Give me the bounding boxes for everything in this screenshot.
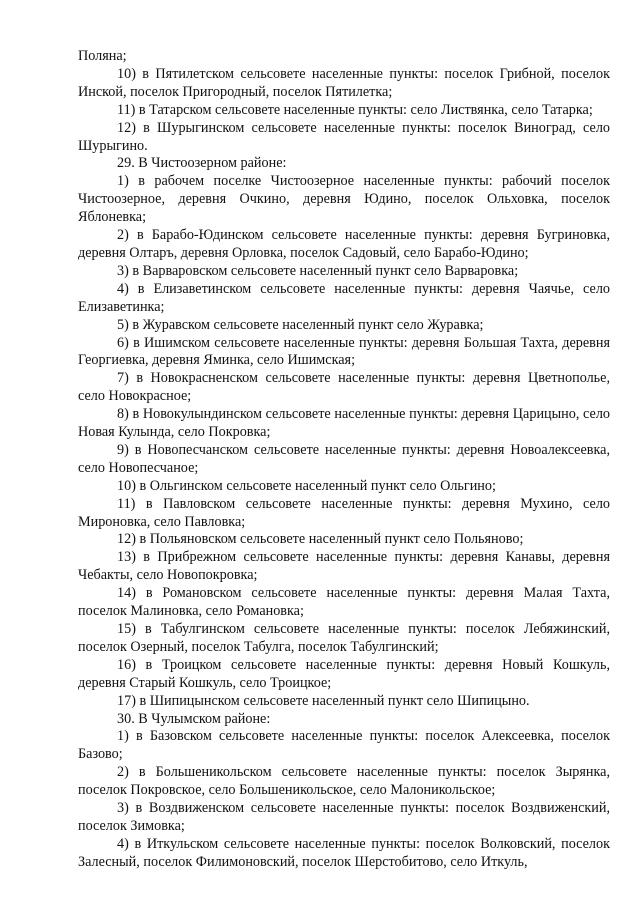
document-paragraph: 15) в Табулгинском сельсовете населенные пункты: поселок Лебяжинский, поселок Озерный, поселок Табулга, поселок Табулгинский; [78,621,610,655]
document-paragraph: 8) в Новокулындинском сельсовете населенные пункты: деревня Царицыно, село Новая Кулында, село Покровка; [78,406,610,441]
document-paragraph: 1) в рабочем поселке Чистоозерное населенные пункты: рабочий поселок Чистоозерное, деревня Очкино, деревня Юдино, поселок Ольховка, поселок Яблоневка; [78,173,610,226]
document-paragraph: 14) в Романовском сельсовете населенные пункты: деревня Малая Тахта, поселок Малиновка, село Романовка; [78,585,610,620]
document-paragraph: 5) в Журавском сельсовете населенный пункт село Журавка; [117,316,484,333]
document-paragraph: Поляна; [78,48,127,64]
document-page [78,48,610,872]
document-paragraph: 4) в Иткульском сельсовете населенные пункты: поселок Волковский, поселок Залесный, поселок Филимоновский, поселок Шерстобитово, село Иткуль, [78,835,610,870]
document-paragraph: 16) в Троицком сельсовете населенные пункты: деревня Новый Кошкуль, деревня Старый Кошкуль, село Троицкое; [78,656,610,691]
document-paragraph: 10) в Пятилетском сельсовете населенные пункты: поселок Грибной, поселок Инской, поселок Пригородный, поселок Пятилетка; [78,65,610,100]
document-paragraph: 11) в Татарском сельсовете населенные пункты: село Листвянка, село Татарка; [117,101,593,118]
document-paragraph: 11) в Павловском сельсовете населенные пункты: деревня Мухино, село Мироновка, село Павловка; [78,495,610,530]
document-paragraph: 2) в Барабо-Юдинском сельсовете населенные пункты: деревня Бугриновка, деревня Олтаръ, деревня Орловка, поселок Садовый, село Барабо-Юдино; [78,227,610,261]
document-paragraph: 12) в Польяновском сельсовете населенный пункт село Польяново; [117,531,524,548]
document-paragraph: 3) в Воздвиженском сельсовете населенные пункты: поселок Воздвиженский, поселок Зимовка; [78,800,610,834]
document-paragraph: 17) в Шипицынском сельсовете населенный пункт село Шипицыно. [117,692,530,709]
document-paragraph: 1) в Базовском сельсовете населенные пункты: поселок Алексеевка, поселок Базово; [78,728,610,763]
document-paragraph: 10) в Ольгинском сельсовете населенный пункт село Ольгино; [117,477,496,494]
document-paragraph: 12) в Шурыгинском сельсовете населенные пункты: поселок Виноград, село Шурыгино. [78,119,610,154]
document-paragraph: 6) в Ишимском сельсовете населенные пункты: деревня Большая Тахта, деревня Георгиевка, деревня Яминка, село Ишимская; [78,334,610,369]
document-paragraph: 4) в Елизаветинском сельсовете населенные пункты: деревня Чаячье, село Елизаветинка; [78,280,610,315]
document-paragraph: 30. В Чулымском районе: [117,710,271,727]
document-paragraph: 29. В Чистоозерном районе: [117,155,287,172]
document-paragraph: 3) в Варваровском сельсовете населенный пункт село Варваровка; [117,262,519,279]
document-paragraph: 2) в Большеникольском сельсовете населенные пункты: поселок Зырянка, поселок Покровское, село Большеникольское, село Малоникольское; [78,764,610,799]
document-paragraph: 9) в Новопесчанском сельсовете населенные пункты: деревня Новоалексеевка, село Новопесчаное; [78,441,610,476]
document-paragraph: 7) в Новокрасненском сельсовете населенные пункты: деревня Цветнополье, село Новокрасное; [78,370,610,405]
document-paragraph: 13) в Прибрежном сельсовете населенные пункты: деревня Канавы, деревня Чебакты, село Новопокровка; [78,549,610,584]
